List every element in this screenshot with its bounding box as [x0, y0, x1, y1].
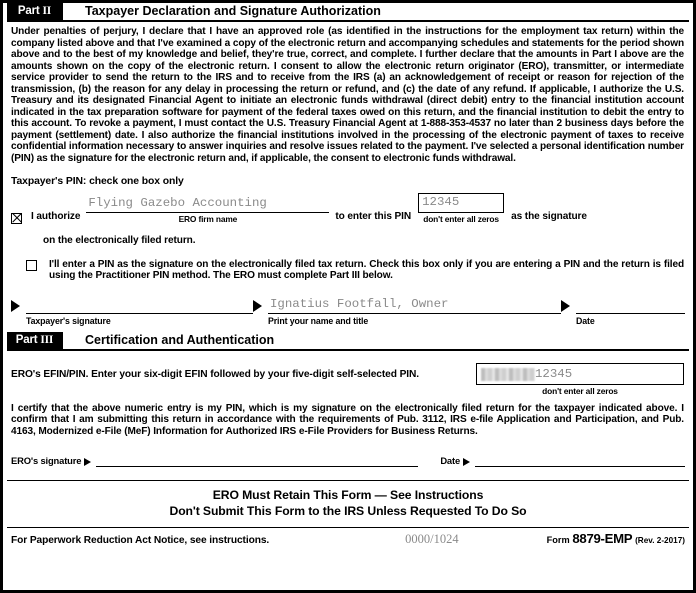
ero-efin-pin-label — [11, 363, 476, 382]
ero-firm-name-value: Flying Gazebo Accounting — [88, 195, 267, 210]
pin-option-1-checkbox[interactable] — [11, 213, 22, 224]
pin-option-2-text: I'll enter a PIN as the signature on the electronically filed tax return. Check this box only if you are entering a PIN and the return is filed using the Practitioner PIN method. The ERO must complete Part III below. — [49, 258, 684, 282]
ero-efin-pin-caption: don't enter all zeros — [542, 385, 618, 396]
form-footer — [3, 528, 693, 547]
ero-firm-name-field[interactable] — [86, 195, 329, 213]
form-word-label: Form — [546, 535, 570, 546]
taxpayer-date-caption: Date — [576, 315, 595, 326]
ero-certification-text: I certify that the above numeric entry is my PIN, which is my signature on the electronically filed return for the taxpayer indicated above. I confirm that I am submitting this return in accordance with the requirements of Pub. 3112, IRS e-file Application and Participation, and Pub. 4163, Modernized e-File (MeF) Information for Authorized IRS e-File Providers for Business Returns. — [11, 402, 684, 437]
pin-option-2-checkbox[interactable] — [26, 260, 37, 271]
taxpayer-pin-value: 12345 — [422, 194, 460, 209]
pin-option-1-mid-label: to enter this PIN — [335, 210, 412, 222]
taxpayer-pin-field[interactable] — [418, 193, 504, 213]
print-name-value: Ignatius Footfall, Owner — [270, 296, 449, 311]
ero-signature-label: ERO's signature — [11, 455, 82, 467]
taxpayer-declaration-text: Under penalties of perjury, I declare that I have an approved role (as identified in the instructions for the employment tax return) within the company listed above and that I've examined a copy of the electronic return and accompanying schedules and statements for the period shown above and to the best of my knowledge and belief, they're true, correct, and complete. I further declare that the amounts in Part I above are the amounts shown on the copy of the electronic return. I consent to allow the electronic return originator (ERO), transmitter, or intermediate service provider to send the return to the IRS and to receive from the IRS (a) an acknowledgement of receipt or reason for rejection of the transmission, (b) the reason for any delay in processing the return or refund, and (c) the date of any refund. If applicable, I authorize the U.S. Treasury and its designated Financial Agent to initiate an electronic funds withdrawal (direct debit) entry to the financial institution account indicated in the tax preparation software for payment of the federal taxes owed on this return, and the financial institution to debit the entry to this account. To revoke a payment, I must contact the U.S. Treasury Financial Agent at 1-888-353-4537 no later than 2 business days before the payment (settlement) date. I also authorize the financial institutions involved in the processing of the electronic payment of taxes to receive confidential information necessary to answer inquiries and resolve issues related to the payment. I've selected a personal identification number (PIN) as the signature for the electronic return and, if applicable, the consent to electronic funds withdrawal. — [11, 26, 684, 165]
print-name-arrow-icon — [253, 300, 262, 312]
pin-option-1-lead-label: I authorize — [31, 210, 81, 222]
ero-signature-arrow-icon — [84, 458, 91, 466]
part-2-tag — [7, 3, 63, 20]
ero-efin-pin-value: 12345 — [535, 366, 573, 381]
part-3-tag — [7, 332, 63, 349]
part-3-title: Certification and Authentication — [85, 332, 275, 347]
ero-efin-pin-label-rest: Enter your six-digit EFIN followed by your five-digit self-selected PIN. — [91, 368, 420, 380]
part-2-title: Taxpayer Declaration and Signature Authorization — [85, 4, 381, 18]
ero-efin-pin-label-bold: ERO's EFIN/PIN. — [11, 368, 89, 380]
ero-date-field[interactable] — [475, 453, 685, 467]
pin-option-1-sub-note: on the electronically filed return. — [43, 234, 196, 246]
ero-signature-row — [3, 453, 693, 467]
form-number: 8879-EMP — [572, 531, 633, 547]
taxpayer-date-cell — [561, 297, 685, 326]
taxpayer-signature-cell — [11, 297, 253, 326]
taxpayer-date-field[interactable] — [576, 297, 685, 314]
ero-efin-pin-row — [3, 363, 693, 396]
taxpayer-signature-arrow-icon — [11, 300, 20, 312]
part-3-tag-number: III — [40, 333, 54, 346]
part-2-tag-number: II — [42, 5, 52, 17]
taxpayer-signature-field[interactable] — [26, 297, 253, 314]
print-name-field[interactable] — [268, 297, 561, 314]
ero-efin-pin-field[interactable] — [476, 363, 684, 385]
print-name-caption: Print your name and title — [268, 315, 369, 326]
taxpayer-pin-heading: Taxpayer's PIN: check one box only — [11, 175, 184, 187]
part-3-tag-word: Part — [15, 333, 38, 346]
taxpayer-signature-caption: Taxpayer's signature — [26, 315, 111, 326]
page-code: 0000/1024 — [405, 532, 459, 547]
taxpayer-pin-caption: don't enter all zeros — [423, 213, 499, 224]
part-2-header-bar — [7, 3, 689, 22]
form-revision: (Rev. 2-2017) — [635, 536, 685, 546]
part-2-tag-word: Part — [17, 5, 40, 17]
ero-date-label: Date — [440, 455, 461, 467]
paperwork-reduction-notice: For Paperwork Reduction Act Notice, see instructions. — [11, 535, 270, 547]
pin-option-1-row — [3, 193, 693, 224]
pin-option-1-trail-label: as the signature — [511, 210, 587, 222]
taxpayer-signature-row — [3, 297, 693, 326]
print-name-cell — [253, 297, 561, 326]
ero-date-arrow-icon — [463, 458, 470, 466]
ero-signature-field[interactable] — [96, 453, 418, 467]
taxpayer-date-arrow-icon — [561, 300, 570, 312]
retain-notice-line-2: Don't Submit This Form to the IRS Unless Requested To Do So — [169, 503, 527, 518]
retain-notice-line-1: ERO Must Retain This Form — See Instructions — [212, 488, 484, 503]
redacted-efin-block — [481, 368, 535, 381]
ero-firm-name-caption: ERO firm name — [178, 213, 238, 224]
pin-option-2-row — [3, 259, 693, 282]
form-identifier — [547, 531, 685, 546]
part-3-header-bar — [7, 332, 689, 351]
